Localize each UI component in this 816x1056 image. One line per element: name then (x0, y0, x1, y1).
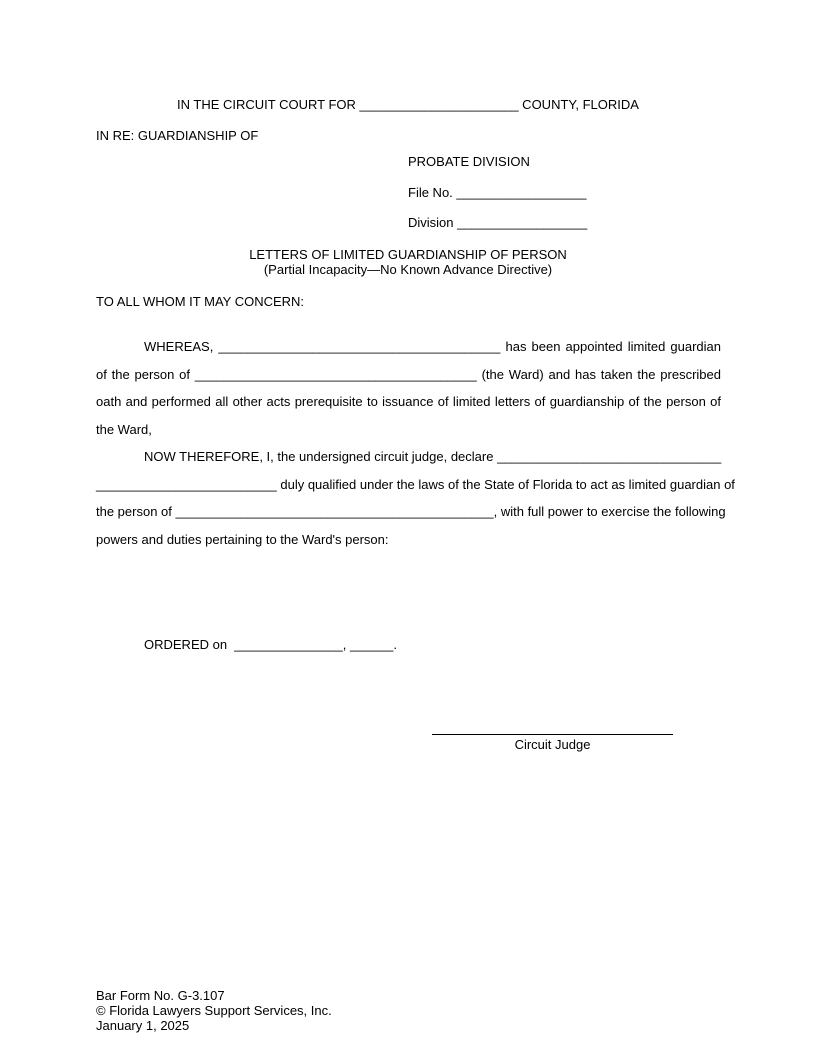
probate-division-heading: PROBATE DIVISION (408, 154, 530, 169)
ordered-line: ORDERED on _______________, ______. (144, 637, 397, 652)
body-line-1: WHEREAS, _______________________________________ has been appointed limited guardian (144, 339, 721, 354)
document-title: LETTERS OF LIMITED GUARDIANSHIP OF PERSON (249, 247, 567, 262)
footer-date: January 1, 2025 (96, 1018, 190, 1033)
body-line-7: the person of ____________________________________________, with full power to exercise the following (96, 504, 726, 519)
footer-copyright: © Florida Lawyers Support Services, Inc. (96, 1003, 332, 1018)
body-line-2: of the person of _______________________________________ (the Ward) and has taken the prescribed (96, 367, 721, 382)
salutation: TO ALL WHOM IT MAY CONCERN: (96, 294, 305, 309)
body-line-5: NOW THEREFORE, I, the undersigned circuit judge, declare _______________________________ (144, 449, 722, 464)
body-line-6: _________________________ duly qualified under the laws of the State of Florida to act as limited guardian of (96, 477, 735, 492)
in-re-line: IN RE: GUARDIANSHIP OF (96, 128, 259, 143)
signature-line (432, 734, 673, 735)
circuit-judge-label: Circuit Judge (514, 737, 591, 752)
body-line-3: oath and performed all other acts prerequisite to issuance of limited letters of guardianship of the person of (96, 394, 721, 409)
court-caption-line: IN THE CIRCUIT COURT FOR ______________________ COUNTY, FLORIDA (177, 97, 639, 112)
file-number-line: File No. __________________ (408, 185, 587, 200)
division-line: Division __________________ (408, 215, 588, 230)
body-line-4: the Ward, (96, 422, 152, 437)
document-subtitle: (Partial Incapacity—No Known Advance Directive) (263, 262, 553, 277)
footer-form-number: Bar Form No. G-3.107 (96, 988, 225, 1003)
body-line-8: powers and duties pertaining to the Ward's person: (96, 532, 389, 547)
